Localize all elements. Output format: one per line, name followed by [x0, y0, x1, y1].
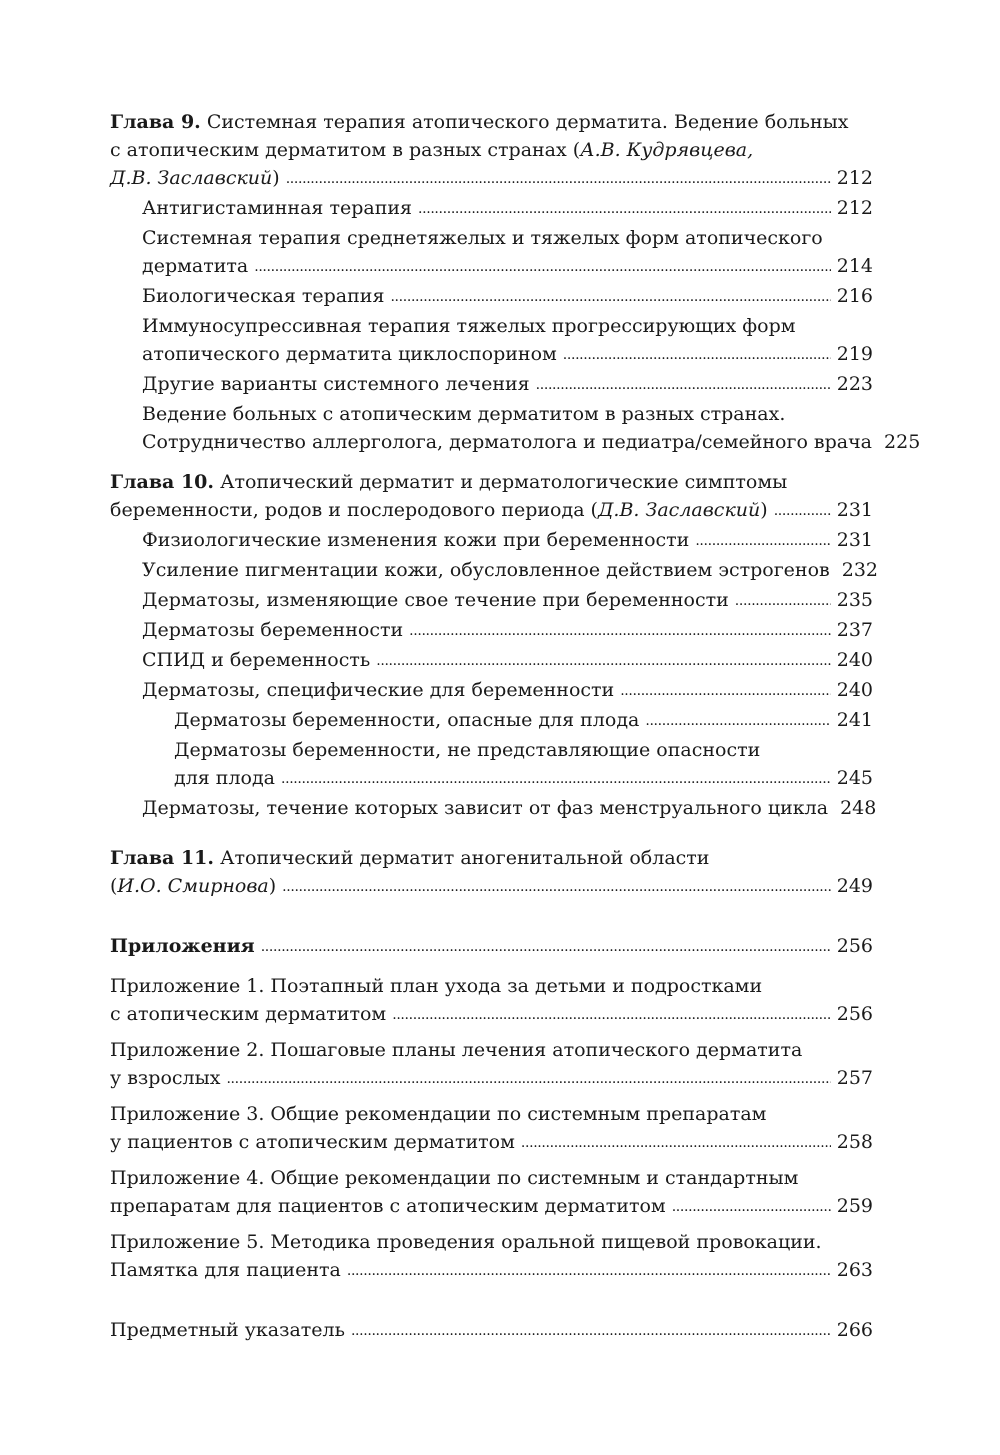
page-number: 248 — [840, 797, 877, 819]
dot-leader — [347, 1255, 831, 1285]
page-number: 216 — [836, 285, 873, 307]
chapter-10-paren: ) — [760, 499, 768, 521]
entry-title-line: Приложение 5. Методика проведения оральной пищевой провокации. — [110, 1231, 822, 1253]
chapter-11-paren-open: ( — [110, 875, 118, 897]
toc-entry[interactable] — [110, 616, 873, 646]
page-number: 235 — [836, 589, 873, 611]
chapter-9-title-line-1 — [110, 108, 873, 136]
dot-leader — [418, 193, 831, 223]
toc-subentry[interactable] — [110, 706, 873, 736]
chapter-9-author-2: Д.В. Заславский — [110, 167, 273, 189]
entry-title: Усиление пигментации кожи, обусловленное действием эстрогенов — [142, 559, 830, 581]
appendix-5[interactable] — [110, 1228, 873, 1286]
dot-leader — [563, 339, 831, 369]
chapter-9-title-line-2 — [110, 136, 873, 164]
dot-leader — [226, 1063, 830, 1093]
toc-entry[interactable] — [110, 370, 873, 400]
entry-title: для плода — [174, 767, 275, 789]
page-number: 231 — [836, 499, 873, 521]
toc-entry[interactable] — [110, 676, 873, 706]
entry-title: у пациентов с атопическим дерматитом — [110, 1131, 515, 1153]
appendix-1[interactable] — [110, 972, 873, 1030]
page-number: 266 — [836, 1319, 873, 1341]
toc-entry[interactable] — [110, 194, 873, 224]
entry-title-line: Ведение больных с атопическим дерматитом в разных странах. — [142, 403, 786, 425]
chapter-11-author: И.О. Смирнова — [117, 875, 269, 897]
dot-leader — [620, 675, 831, 705]
entry-title: Дерматозы, изменяющие свое течение при беременности — [142, 589, 729, 611]
chapter-11-label: Глава 11. — [110, 847, 215, 869]
entry-title: дерматита — [142, 255, 249, 277]
toc-entry[interactable] — [110, 794, 877, 824]
appendices-entry[interactable] — [110, 932, 873, 962]
dot-leader — [735, 585, 831, 615]
page-number: 245 — [836, 767, 873, 789]
chapter-11-title-text: Атопический дерматит аногенитальной области — [220, 847, 710, 869]
table-of-contents — [110, 108, 921, 1346]
dot-leader — [392, 999, 831, 1029]
chapter-11-paren-close: ) — [268, 875, 277, 897]
chapter-10 — [110, 468, 878, 824]
entry-title: Биологическая терапия — [142, 285, 385, 307]
appendix-2[interactable] — [110, 1036, 873, 1094]
entry-title-line: Дерматозы беременности, не представляющие опасности — [174, 739, 761, 761]
toc-entry[interactable] — [110, 282, 873, 312]
entry-title-line: Системная терапия среднетяжелых и тяжелых форм атопического — [142, 227, 823, 249]
page-number: 219 — [836, 343, 873, 365]
entry-title-line: Иммуносупрессивная терапия тяжелых прогрессирующих форм — [142, 315, 796, 337]
toc-entry[interactable] — [110, 340, 873, 370]
entry-title-line: Приложение 3. Общие рекомендации по системным препаратам — [110, 1103, 767, 1125]
chapter-11 — [110, 844, 873, 902]
dot-leader — [774, 495, 831, 525]
dot-leader — [521, 1127, 831, 1157]
page-number: 231 — [836, 529, 873, 551]
entry-title: атопического дерматита циклоспорином — [142, 343, 557, 365]
page-number: 249 — [836, 875, 873, 897]
chapter-9-title-text-2: с атопическим дерматитом в разных странах ( — [110, 139, 581, 161]
page-number: 263 — [836, 1259, 873, 1281]
chapter-11-title-line-1 — [110, 844, 873, 872]
toc-entry[interactable] — [110, 646, 873, 676]
chapter-10-title-text-2: беременности, родов и послеродового периода ( — [110, 499, 598, 521]
dot-leader — [261, 931, 831, 961]
subject-index — [110, 1316, 873, 1346]
dot-leader — [282, 871, 831, 901]
chapter-11-entry[interactable] — [110, 872, 873, 902]
page-number: 240 — [836, 679, 873, 701]
dot-leader — [351, 1315, 831, 1345]
dot-leader — [254, 251, 831, 281]
entry-title: у взрослых — [110, 1067, 221, 1089]
page-number: 212 — [836, 197, 873, 219]
dot-leader — [286, 163, 831, 193]
page-number: 214 — [836, 255, 873, 277]
dot-leader — [672, 1191, 831, 1221]
page-number: 232 — [841, 559, 878, 581]
page-number: 225 — [884, 431, 921, 453]
chapter-9-paren: ) — [272, 167, 280, 189]
entry-title-line: Приложение 4. Общие рекомендации по системным и стандартным — [110, 1167, 799, 1189]
appendix-3[interactable] — [110, 1100, 873, 1158]
chapter-10-title-line-1 — [110, 468, 873, 496]
entry-title: Дерматозы беременности, опасные для плода — [174, 709, 640, 731]
toc-entry[interactable] — [110, 428, 921, 458]
dot-leader — [645, 705, 830, 735]
entry-title: СПИД и беременность — [142, 649, 371, 671]
entry-title: Антигистаминная терапия — [142, 197, 413, 219]
appendix-4[interactable] — [110, 1164, 873, 1222]
page-number: 223 — [836, 373, 873, 395]
entry-title: Другие варианты системного лечения — [142, 373, 530, 395]
dot-leader — [695, 525, 830, 555]
appendices — [110, 932, 873, 1286]
page-number: 256 — [836, 1003, 873, 1025]
chapter-10-label: Глава 10. — [110, 471, 215, 493]
entry-title: Дерматозы, специфические для беременности — [142, 679, 615, 701]
dot-leader — [409, 615, 831, 645]
entry-title: с атопическим дерматитом — [110, 1003, 387, 1025]
chapter-9-author-1: А.В. Кудрявцева, — [580, 139, 754, 161]
chapter-9-title-text: Системная терапия атопического дерматита. Ведение больных — [206, 111, 849, 133]
chapter-9-entry[interactable] — [110, 164, 873, 194]
page-number: 212 — [836, 167, 873, 189]
entry-title-line: Приложение 1. Поэтапный план ухода за детьми и подростками — [110, 975, 763, 997]
dot-leader — [281, 763, 831, 793]
page-number: 257 — [836, 1067, 873, 1089]
toc-entry[interactable] — [110, 252, 873, 282]
chapter-10-title-text: Атопический дерматит и дерматологические симптомы — [220, 471, 788, 493]
page-number: 258 — [836, 1131, 873, 1153]
appendices-title: Приложения — [110, 935, 255, 957]
toc-entry[interactable] — [110, 556, 878, 586]
chapter-10-entry[interactable] — [110, 496, 873, 526]
dot-leader — [390, 281, 830, 311]
dot-leader — [376, 645, 830, 675]
dot-leader — [536, 369, 831, 399]
chapter-9-label: Глава 9. — [110, 111, 201, 133]
page-number: 240 — [836, 649, 873, 671]
chapter-9 — [110, 108, 921, 458]
toc-entry[interactable] — [110, 526, 873, 556]
page-number: 259 — [836, 1195, 873, 1217]
entry-title: Физиологические изменения кожи при беременности — [142, 529, 690, 551]
page-number: 237 — [836, 619, 873, 641]
entry-title: Сотрудничество аллерголога, дерматолога и педиатра/семейного врача — [142, 431, 873, 453]
chapter-10-author: Д.В. Заславский — [597, 499, 761, 521]
subject-index-entry[interactable] — [110, 1316, 873, 1346]
entry-title-line: Приложение 2. Пошаговые планы лечения атопического дерматита — [110, 1039, 803, 1061]
entry-title: Памятка для пациента — [110, 1259, 341, 1281]
page-number: 256 — [836, 935, 873, 957]
subject-index-title: Предметный указатель — [110, 1319, 345, 1341]
entry-title: Дерматозы беременности — [142, 619, 404, 641]
toc-entry[interactable] — [110, 586, 873, 616]
toc-subentry[interactable] — [110, 764, 873, 794]
entry-title: Дерматозы, течение которых зависит от фаз менструального цикла — [142, 797, 829, 819]
page-number: 241 — [836, 709, 873, 731]
entry-title: препаратам для пациентов с атопическим дерматитом — [110, 1195, 666, 1217]
